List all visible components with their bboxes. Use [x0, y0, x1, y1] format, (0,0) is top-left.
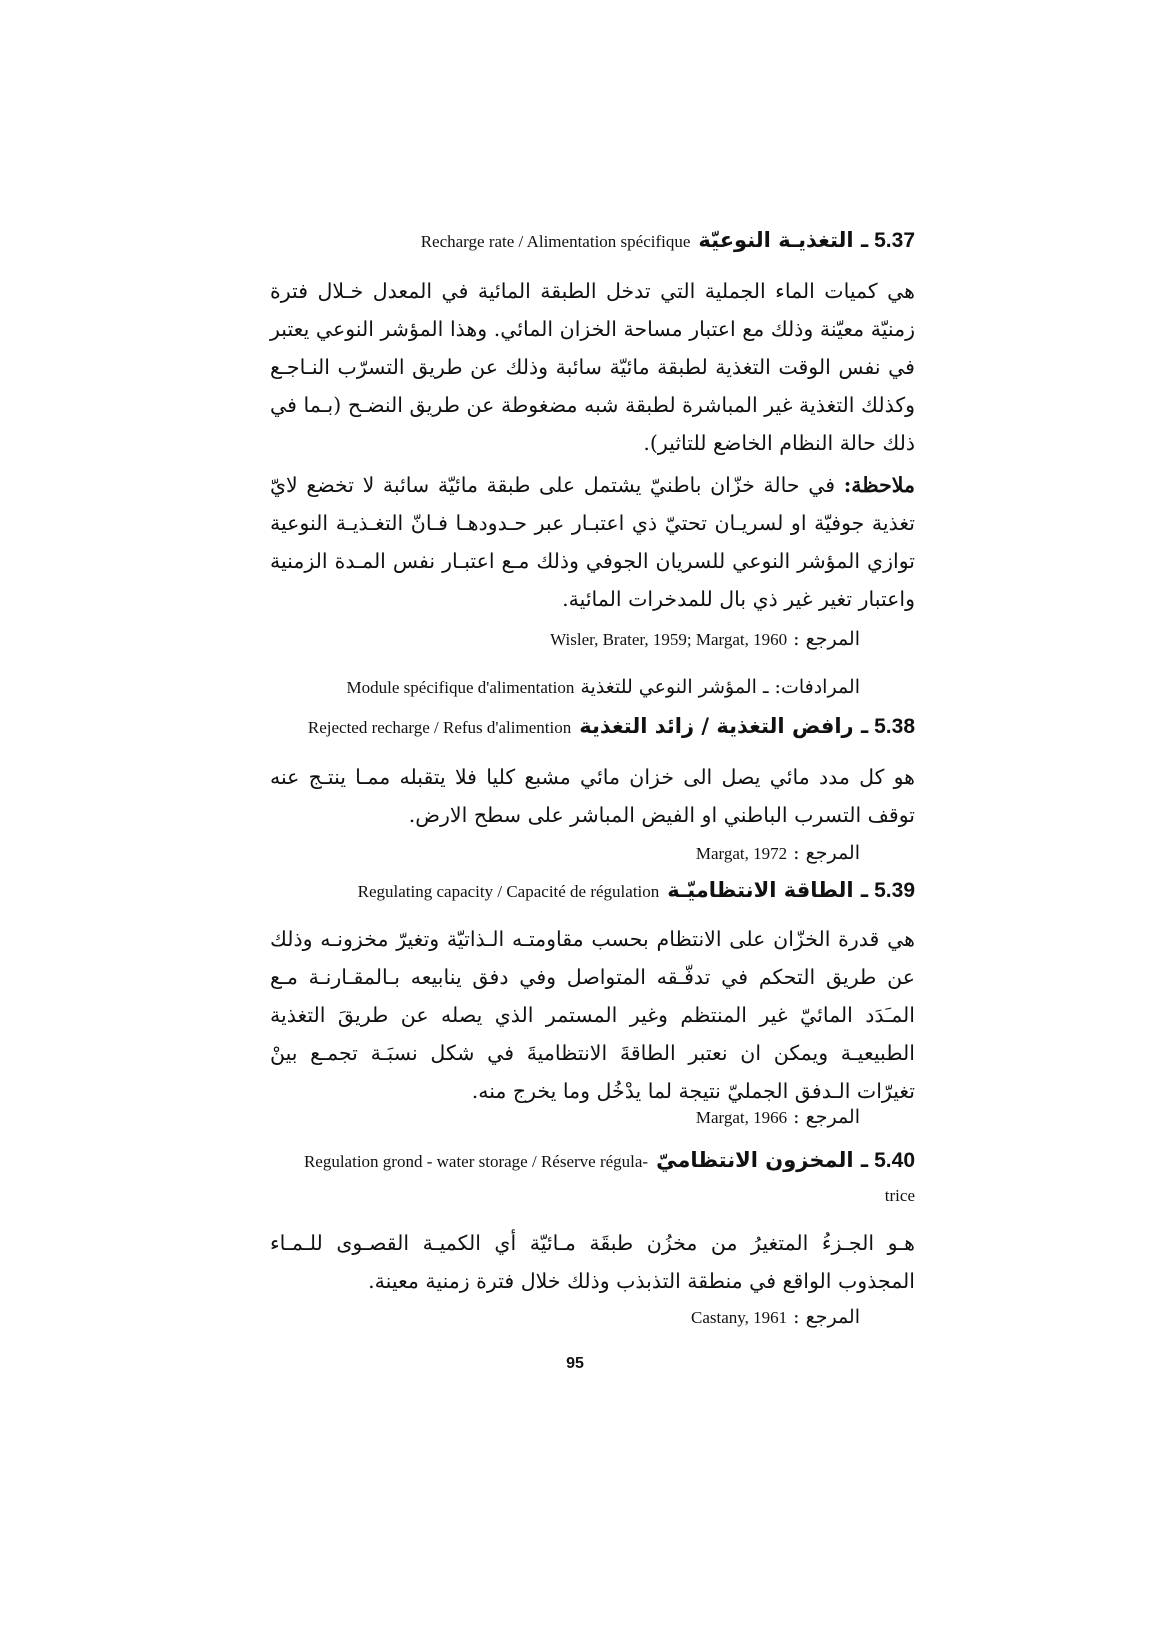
- reference-label: المرجع :: [793, 1306, 860, 1328]
- reference-text: Margat, 1966: [695, 1108, 788, 1127]
- entry-reference-5-40: [270, 1306, 860, 1328]
- entry-note-5-37: [270, 466, 915, 618]
- entry-body-5-37: هي كميات الماء الجملية التي تدخل الطبقة المائية في المعدل خـلال فترة زمنيّة معيّنة وذلك مع اعتبار مساحة الخزان المائي. وهذا المؤشر النوعي يعتبر في نفس الوقت التغذية لطبقة مائيّة سائبة وذلك عن طريق التسرّب النـاجـع وكذلك التغذية غير المباشرة لطبقة شبه مضغوطة عن طريق النضـح (بـما في ذلك حالة النظام الخاضع للتاثير).: [270, 279, 915, 455]
- latin-term-continuation: trice: [884, 1186, 915, 1205]
- synonym-label: المرادفات: ـ المؤشر النوعي للتغذية: [580, 676, 860, 698]
- entry-body-5-38: هو كل مدد مائي يصل الى خزان مائي مشبع كليا فلا يتقبله ممـا ينتـج عنه توقف التسرب الباطني او الفيض المباشر على سطح الارض.: [270, 765, 915, 827]
- entry-reference-5-38: [270, 842, 860, 864]
- note-label: ملاحظة:: [843, 473, 915, 497]
- arabic-term: ـ الطاقة الانتظاميّـة: [667, 878, 869, 902]
- reference-label: المرجع :: [793, 1106, 860, 1128]
- entry-body-5-39: هي قدرة الخزّان على الانتظام بحسب مقاومتـه الـذاتيّة وتغيرّ مخزونـه وذلك عن طريق التحكم في تدفّـقه المتواصل وفي دفق ينابيعه بـالمقـارنـة مـع المـَدَد المائيّ غير المنتظم وغير المستمر الذي يصله عن طريقَ التغذية الطبيعيـة ويمكن ان نعتبر الطاقةَ الانتظاميةَ في شكل نسبَـة تجمـع بينْ تغيرّات الـدفق الجمليّ نتيجة لما يدْخُل وما يخرج منه.: [270, 927, 915, 1103]
- entry-number: 5.40: [874, 1149, 915, 1172]
- entry-reference-5-39: [270, 1106, 860, 1128]
- entry-heading-5-37: [270, 228, 915, 253]
- reference-label: المرجع :: [793, 842, 860, 864]
- entry-body-5-40: هـو الجـزءُ المتغيرُ من مخزُن طبقَة مـائيّة أي الكميـة القصـوى للـمـاء المجذوب الواقع في منطقة التذبذب وذلك خلال فترة زمنية معينة.: [270, 1231, 915, 1293]
- entry-heading-5-39: [270, 878, 915, 903]
- entry-number: 5.38: [874, 715, 915, 738]
- entry-synonyms-5-37: [270, 676, 860, 698]
- arabic-term: ـ التغذيـة النوعيّة: [698, 228, 869, 252]
- synonym-text: Module spécifique d'alimentation: [346, 678, 575, 697]
- arabic-term: ـ رافض التغذية / زائد التغذية: [579, 714, 869, 738]
- note-text: في حالة خزّان باطنيّ يشتمل على طبقة مائيّة سائبة لا تخضع لايّ تغذية جوفيّة او لسريـان تحتيّ ذي اعتبـار عبر حـدودهـا فـانّ التغـذيـة النوعية توازي المؤشر النوعي للسريان الجوفي وذلك مـع اعتبـار نفس المـدة الزمنية واعتبار تغير غير ذي بال للمدخرات المائية.: [270, 473, 915, 611]
- reference-text: Castany, 1961: [690, 1308, 788, 1327]
- latin-term: Regulation grond - water storage / Réserve régula-: [303, 1152, 649, 1171]
- entry-heading-5-40: [270, 1148, 915, 1173]
- entry-number: 5.37: [874, 229, 915, 252]
- latin-term: Regulating capacity / Capacité de régulation: [357, 882, 660, 901]
- reference-text: Margat, 1972: [695, 844, 788, 863]
- reference-label: المرجع :: [793, 628, 860, 650]
- entry-number: 5.39: [874, 879, 915, 902]
- entry-heading-5-38: [270, 714, 915, 739]
- page-number: 95: [566, 1355, 584, 1372]
- reference-text: Wisler, Brater, 1959; Margat, 1960: [550, 630, 788, 649]
- latin-term: Recharge rate / Alimentation spécifique: [420, 232, 691, 251]
- latin-term: Rejected recharge / Refus d'alimention: [307, 718, 572, 737]
- entry-reference-5-37: [270, 628, 860, 650]
- arabic-term: ـ المخزون الانتظاميّ: [656, 1148, 869, 1172]
